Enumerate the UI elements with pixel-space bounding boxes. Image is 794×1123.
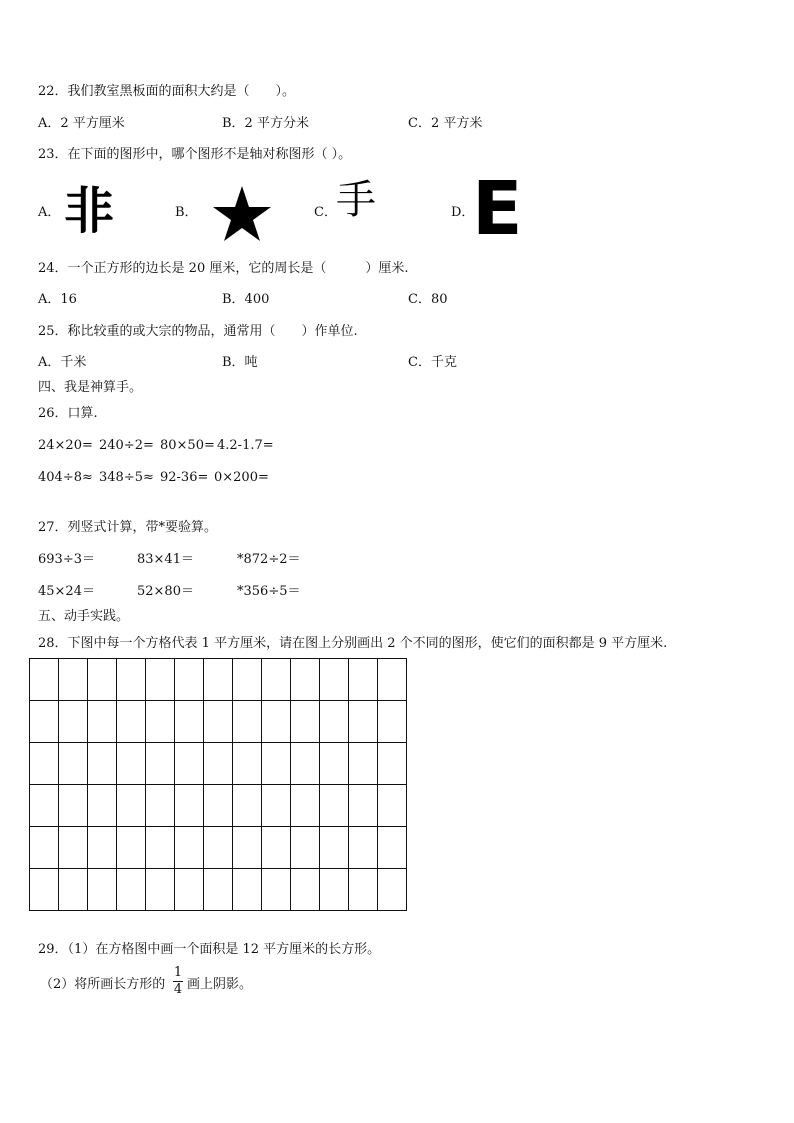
grid-row [30,743,407,785]
grid-cell[interactable] [320,869,349,911]
grid-cell[interactable] [175,785,204,827]
grid-cell[interactable] [59,869,88,911]
grid-cell[interactable] [378,869,407,911]
q25-option-c: C．千克 [408,355,457,370]
grid-cell[interactable] [146,701,175,743]
grid-cell[interactable] [320,659,349,701]
grid-cell[interactable] [146,743,175,785]
grid-cell[interactable] [88,827,117,869]
grid-cell[interactable] [349,785,378,827]
q27-item: 693÷3＝ [38,552,95,567]
grid-cell[interactable] [349,827,378,869]
q23-label-a: A． [38,205,61,220]
grid-cell[interactable] [30,869,59,911]
grid-cell[interactable] [175,827,204,869]
q22-option-b: B．2 平方分米 [222,116,309,131]
grid-cell[interactable] [59,701,88,743]
grid-cell[interactable] [88,659,117,701]
section-5-heading: 五、动手实践。 [38,609,130,624]
q23-figure-star-icon [212,186,272,242]
q22-option-a: A．2 平方厘米 [38,116,125,131]
grid-cell[interactable] [291,785,320,827]
q26-item: 24×20= [38,438,93,453]
grid-cell[interactable] [117,659,146,701]
grid-cell[interactable] [320,743,349,785]
q23-figure-e: E [472,166,523,252]
grid-cell[interactable] [320,701,349,743]
grid-cell[interactable] [320,785,349,827]
grid-row [30,785,407,827]
grid-cell[interactable] [175,743,204,785]
question-29-part-2 [40,977,165,993]
question-25: 25．称比较重的或大宗的物品，通常用（ ）作单位. [38,324,358,339]
grid-row [30,659,407,701]
grid-cell[interactable] [30,743,59,785]
question-29-part-1: 29．（1）在方格图中画一个面积是 12 平方厘米的长方形。 [38,942,381,957]
grid-cell[interactable] [59,785,88,827]
q25-option-a: A．千米 [38,355,87,370]
q27-item: *356÷5＝ [237,584,301,599]
grid-cell[interactable] [175,659,204,701]
grid-cell[interactable] [233,743,262,785]
q26-item: 240÷2= [99,438,154,453]
grid-cell[interactable] [117,785,146,827]
grid-cell[interactable] [349,659,378,701]
grid-cell[interactable] [233,659,262,701]
grid-cell[interactable] [262,827,291,869]
grid-cell[interactable] [349,701,378,743]
q27-item: 45×24＝ [38,584,95,599]
grid-cell[interactable] [262,785,291,827]
q23-figure-shou: 手 [336,177,376,223]
square-grid[interactable] [29,658,407,911]
q26-item: 348÷5≈ [99,470,154,485]
q29-part2-before: （2）将所画长方形的 [40,977,166,992]
q23-label-b: B． [175,205,198,220]
grid-cell[interactable] [291,827,320,869]
grid-cell[interactable] [378,743,407,785]
grid-cell[interactable] [378,827,407,869]
grid-row [30,701,407,743]
grid-cell[interactable] [146,659,175,701]
q26-item: 4.2-1.7= [217,438,274,453]
grid-cell[interactable] [320,827,349,869]
grid-cell[interactable] [88,701,117,743]
question-27: 27．列竖式计算，带*要验算。 [38,520,218,535]
grid-cell[interactable] [88,743,117,785]
grid-cell[interactable] [30,701,59,743]
grid-cell[interactable] [59,827,88,869]
grid-cell[interactable] [30,659,59,701]
grid-cell[interactable] [233,785,262,827]
question-22: 22．我们教室黑板面的面积大约是（ ）。 [38,84,296,99]
grid-cell[interactable] [30,785,59,827]
q29-part2-after: 画上阴影。 [187,977,253,992]
grid-cell[interactable] [117,827,146,869]
grid-cell[interactable] [233,701,262,743]
grid-cell[interactable] [204,785,233,827]
question-24: 24．一个正方形的边长是 20 厘米，它的周长是（ ）厘米. [38,261,409,276]
grid-cell[interactable] [204,827,233,869]
q22-option-c: C．2 平方米 [408,116,483,131]
grid-cell[interactable] [117,743,146,785]
grid-cell[interactable] [291,869,320,911]
grid-cell[interactable] [291,701,320,743]
grid-cell[interactable] [378,701,407,743]
q25-option-b: B．吨 [222,355,258,370]
grid-cell[interactable] [204,743,233,785]
grid-cell[interactable] [204,869,233,911]
section-4-heading: 四、我是神算手。 [38,380,143,395]
q23-label-d: D． [451,205,475,220]
question-23: 23．在下面的图形中，哪个图形不是轴对称图形（ ）。 [38,147,352,162]
fraction-one-quarter [173,966,183,997]
grid-cell[interactable] [117,869,146,911]
q26-item: 404÷8≈ [38,470,93,485]
q23-label-c: C． [314,205,337,220]
grid-cell[interactable] [262,743,291,785]
q27-item: 83×41＝ [137,552,194,567]
grid-cell[interactable] [175,869,204,911]
q27-item: *872÷2＝ [237,552,301,567]
q26-item: 80×50= [160,438,215,453]
q26-item: 92-36= [160,470,209,485]
grid-row [30,869,407,911]
grid-cell[interactable] [30,827,59,869]
grid-cell[interactable] [88,785,117,827]
grid-cell[interactable] [262,659,291,701]
grid-cell[interactable] [233,827,262,869]
q23-figure-fei: 非 [64,182,114,240]
grid-cell[interactable] [349,743,378,785]
grid-cell[interactable] [262,869,291,911]
grid-cell[interactable] [146,785,175,827]
grid-cell[interactable] [349,869,378,911]
grid-cell[interactable] [59,659,88,701]
question-28: 28．下图中每一个方格代表 1 平方厘米，请在图上分别画出 2 个不同的图形，使它们的面积都是 9 平方厘米. [38,636,668,651]
grid-row [30,827,407,869]
grid-cell[interactable] [59,743,88,785]
grid-cell[interactable] [291,659,320,701]
grid-cell[interactable] [378,785,407,827]
q26-item: 0×200= [214,470,269,485]
grid-cell[interactable] [233,869,262,911]
grid-cell[interactable] [146,869,175,911]
grid-cell[interactable] [204,701,233,743]
grid-cell[interactable] [117,701,146,743]
grid-cell[interactable] [175,701,204,743]
grid-cell[interactable] [88,869,117,911]
q24-option-c: C．80 [408,292,448,307]
grid-cell[interactable] [291,743,320,785]
grid-cell[interactable] [204,659,233,701]
q27-item: 52×80＝ [137,584,194,599]
q24-option-a: A．16 [38,292,77,307]
fraction-numerator: 1 [173,965,183,980]
grid-cell[interactable] [378,659,407,701]
fraction-denominator: 4 [173,982,183,997]
grid-cell[interactable] [262,701,291,743]
grid-cell[interactable] [146,827,175,869]
question-26: 26．口算. [38,406,98,421]
q24-option-b: B．400 [222,292,270,307]
